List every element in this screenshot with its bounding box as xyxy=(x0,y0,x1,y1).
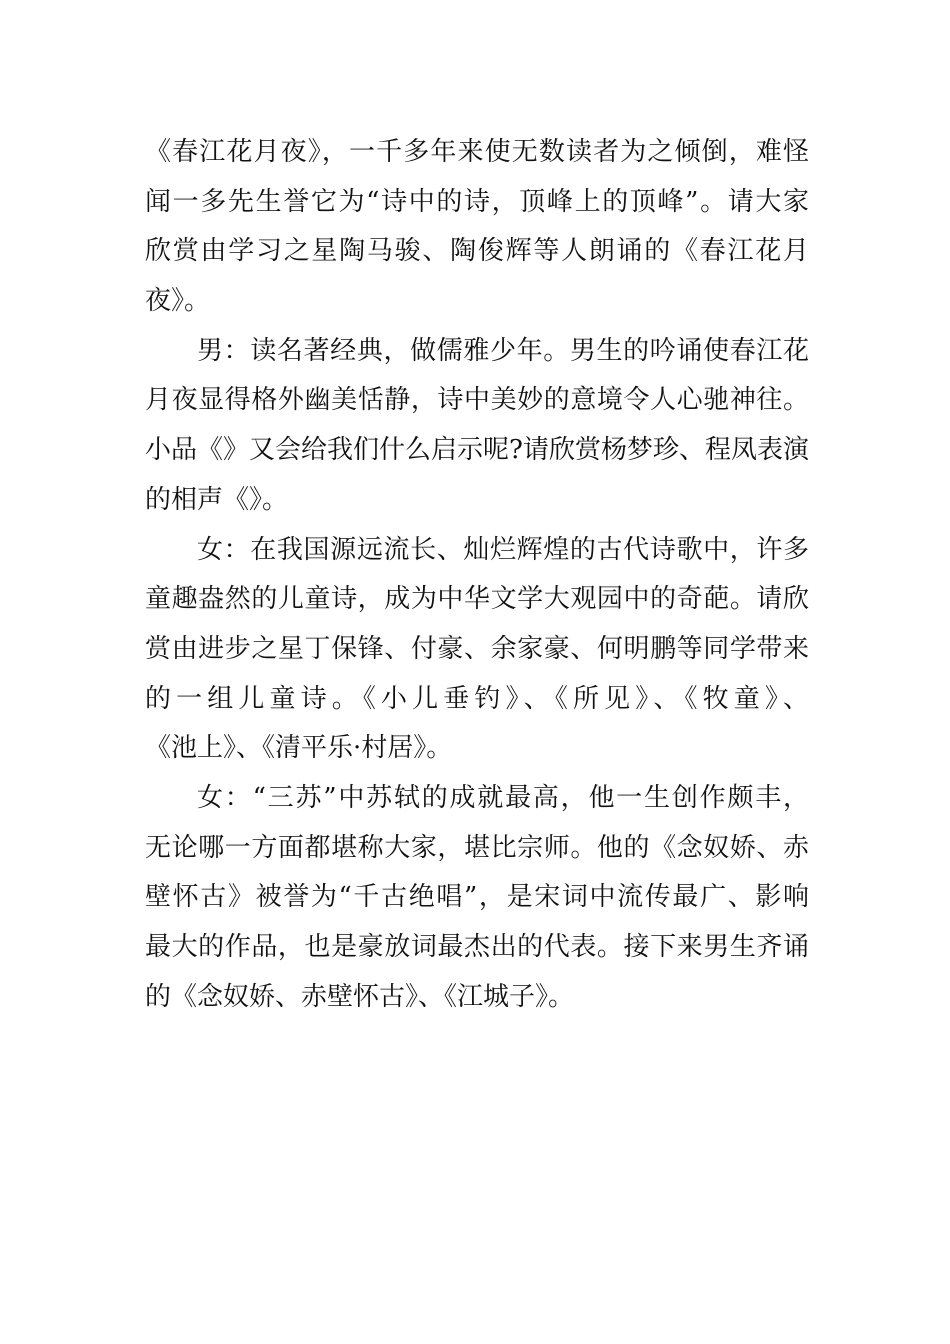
text-line: 男：读名著经典，做儒雅少年。男生的吟诵使春江花 xyxy=(197,335,809,366)
text-line: 童趣盎然的儿童诗，成为中华文学大观园中的奇葩。请欣 xyxy=(145,584,809,615)
text-line: 的相声《》。 xyxy=(145,484,289,515)
text-line: 赏由进步之星丁保锋、付豪、余家豪、何明鹏等同学带来 xyxy=(145,633,809,664)
text-line: 月夜显得格外幽美恬静，诗中美妙的意境令人心驰神往。 xyxy=(145,385,809,416)
text-line: 最大的作品，也是豪放词最杰出的代表。接下来男生齐诵 xyxy=(145,932,809,962)
text-line: 的一组儿童诗。《小儿垂钓》、《所见》、《牧童》、 xyxy=(145,683,809,714)
text-line: 《春江花月夜》，一千多年来使无数读者为之倾倒，难怪 xyxy=(145,137,809,167)
text-line: 壁怀古》被誉为“千古绝唱”，是宋词中流传最广、影响 xyxy=(145,882,809,913)
text-line: 闻一多先生誉它为“诗中的诗，顶峰上的顶峰”。请大家 xyxy=(145,186,809,217)
text-line: 《池上》、《清平乐·村居》。 xyxy=(145,733,453,764)
document-page xyxy=(145,128,809,1022)
paragraph-chunjiang-intro xyxy=(145,128,809,327)
paragraph-male-host xyxy=(145,327,809,526)
text-line: 夜》。 xyxy=(145,286,211,317)
text-line: 小品《》又会给我们什么启示呢?请欣赏杨梦珍、程凤表演 xyxy=(145,435,809,466)
text-line: 欣赏由学习之星陶马骏、陶俊辉等人朗诵的《春江花月 xyxy=(145,236,809,267)
text-line: 女：在我国源远流长、灿烂辉煌的古代诗歌中，许多 xyxy=(197,534,809,565)
text-line: 无论哪一方面都堪称大家，堪比宗师。他的《念奴娇、赤 xyxy=(145,832,809,863)
paragraph-female-host-children-poems xyxy=(145,526,809,774)
text-line: 女：“三苏”中苏轼的成就最高，他一生创作颇丰， xyxy=(197,782,809,813)
text-line: 的《念奴娇、赤壁怀古》、《江城子》。 xyxy=(145,981,575,1012)
paragraph-female-host-sushi xyxy=(145,774,809,1022)
